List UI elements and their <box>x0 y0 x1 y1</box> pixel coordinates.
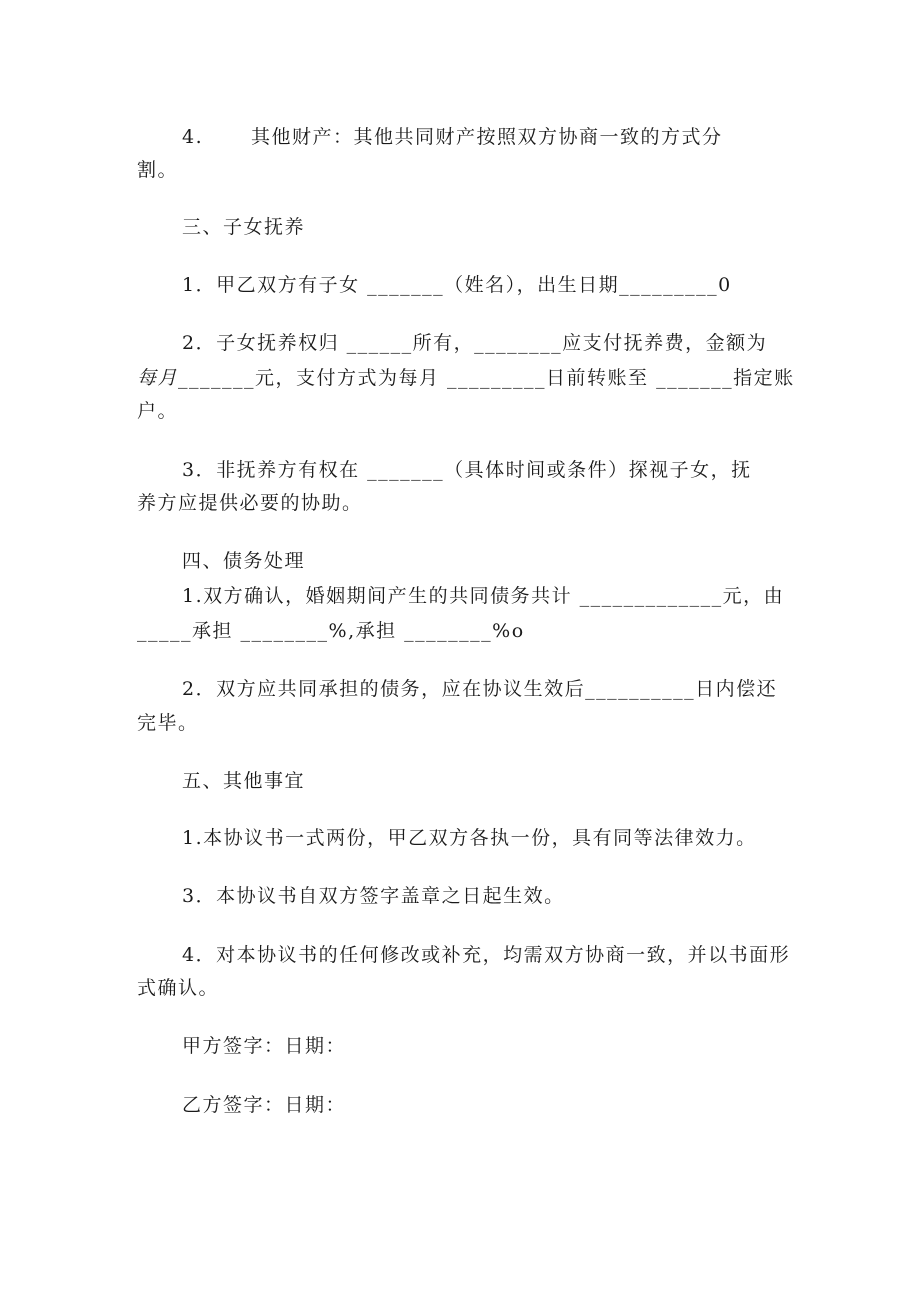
clause-5-3: 3．本协议书自双方签字盖章之日起生效。 <box>182 885 565 907</box>
monthly-italic-label: 每月 <box>137 367 179 389</box>
clause-4-2-line-2: 完毕。 <box>137 712 199 734</box>
clause-3-2-line-3: 户。 <box>137 400 179 422</box>
clause-3-1: 1．甲乙双方有子女 _______（姓名），出生日期_________0 <box>182 274 732 296</box>
clause-2-4-continuation: 割。 <box>137 159 179 181</box>
clause-4-2-line-1: 2．双方应共同承担的债务，应在协议生效后__________日内偿还 <box>182 678 778 700</box>
section-4-heading: 四、债务处理 <box>182 550 306 572</box>
clause-3-3-line-2: 养方应提供必要的协助。 <box>137 492 363 514</box>
clause-2-4-text: 其他财产：其他共同财产按照双方协商一致的方式分 <box>251 126 723 148</box>
clause-4-1-line-2: _____承担 ________%,承担 ________%o <box>137 620 525 642</box>
clause-3-2-line-2-rest: _______元，支付方式为每月 _________日前转账至 _______指定账 <box>178 367 795 389</box>
clause-5-1: 1.本协议书一式两份，甲乙双方各执一份，具有同等法律效力。 <box>182 827 757 849</box>
party-b-signature-line: 乙方签字：日期： <box>182 1094 347 1116</box>
clause-5-4-line-1: 4．对本协议书的任何修改或补充，均需双方协商一致，并以书面形 <box>182 944 791 966</box>
section-3-heading: 三、子女抚养 <box>182 216 306 238</box>
clause-3-3-line-1: 3．非抚养方有权在 _______（具体时间或条件）探视子女，抚 <box>182 459 752 481</box>
clause-3-2-line-2 <box>137 366 795 390</box>
clause-2-4-number: 4. <box>182 126 204 148</box>
party-a-signature-line: 甲方签字：日期： <box>182 1035 347 1057</box>
clause-4-1-line-1: 1.双方确认，婚姻期间产生的共同债务共计 _____________元，由 <box>182 585 785 607</box>
clause-5-4-line-2: 式确认。 <box>137 977 220 999</box>
section-5-heading: 五、其他事宜 <box>182 770 306 792</box>
clause-3-2-line-1: 2．子女抚养权归 ______所有，________应支付抚养费，金额为 <box>182 332 768 354</box>
